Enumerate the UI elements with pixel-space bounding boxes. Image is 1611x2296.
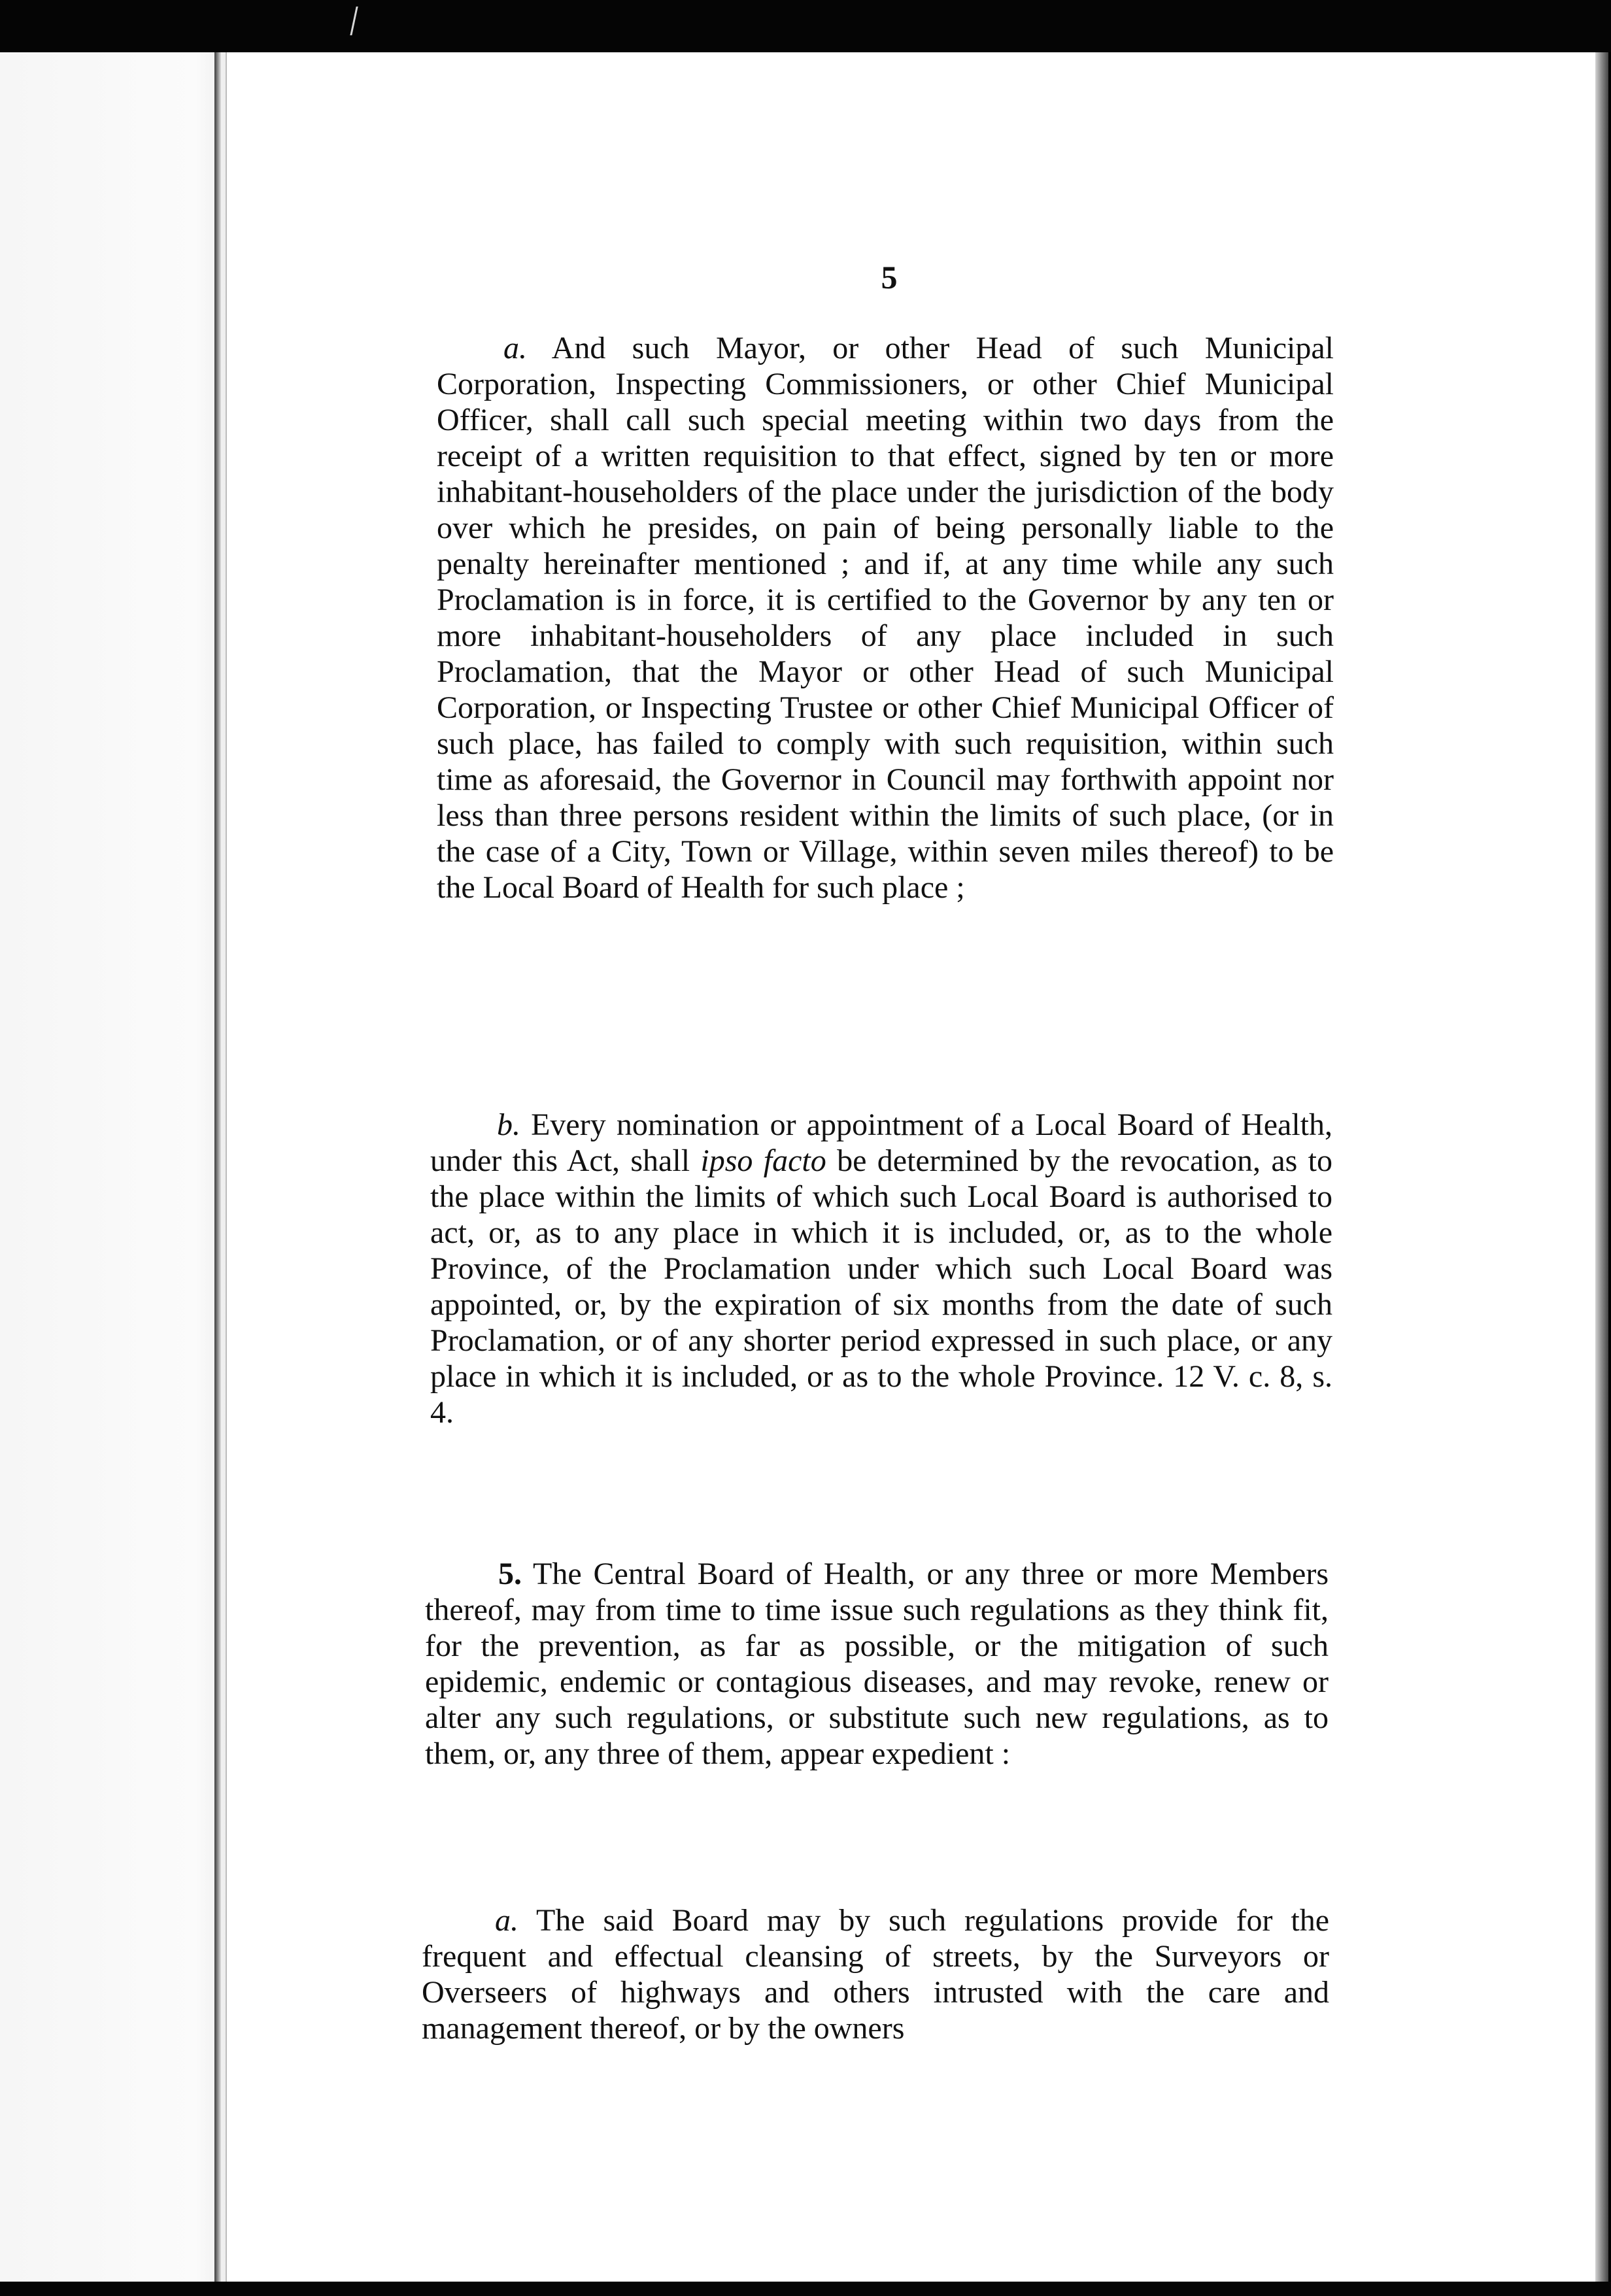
scan-artifact-mark (350, 7, 367, 35)
book-spine-shadow (214, 52, 221, 2282)
paragraph-a-street-cleansing (422, 1902, 1329, 2046)
paragraph-a-mayor-special-meeting (437, 330, 1334, 905)
paragraph-text: And such Mayor, or other Head of such Municipal Corporation, Inspecting Commissioners, or other Chief Municipal Officer, shall call such special meeting within two days from the receipt of a written requisition to that effect, signed by ten or more inhabitant-householders of the place under the jurisdiction of the body over which he presides, on pain of being personally liable to the penalty hereinafter mentioned ; and if, at any time while any such Proclamation is in force, it is certified to the Governor by any ten or more inhabitant-householders of any place included in such Proclamation, that the Mayor or other Head of such Municipal Corporation, or Inspecting Trustee or other Chief Municipal Officer of such place, has failed to comply with such requisition, within such time as aforesaid, the Governor in Council may forthwith appoint nor less than three persons resident within the limits of such place, (or in the case of a City, Town or Village, within seven miles thereof) to be the Local Board of Health for such place ; (437, 331, 1334, 905)
paragraph-text: Every nomination or appointment of a Local Board of Health, under this Act, shall (430, 1107, 1333, 1178)
section-5-central-board-regulations (425, 1556, 1329, 1772)
paragraph-label: a. (495, 1903, 518, 1938)
paragraph-text: The Central Board of Health, or any three or more Members thereof, may from time to time issue such regulations as they think fit, for the prevention, as far as possible, or the mitigation of such epidemic, endemic or contagious diseases, and may revoke, renew or alter any such regulations, or substitute such new regulations, as to them, or, any three of them, appear expedient : (425, 1557, 1329, 1771)
paragraph-label: b. (497, 1107, 520, 1142)
italic-phrase: ipso facto (700, 1143, 826, 1178)
paragraph-label: a. (503, 331, 527, 365)
section-number: 5. (498, 1557, 522, 1591)
paragraph-text-continued: be determined by the revocation, as to the place within the limits of which such Local Board is authorised to act, or, as to any place in which it is included, or, as to the whole Province, of the Proclamation under which such Local Board was appointed, or, by the expiration of six months from the date of such Proclamation, or of any shorter period expressed in such place, or any place in which it is included, or as to the whole Province. 12 V. c. 8, s. 4. (430, 1143, 1333, 1430)
paragraph-b-nomination-determined (430, 1107, 1332, 1430)
scan-top-border (0, 0, 1611, 52)
scan-bottom-border (0, 2282, 1611, 2296)
scan-right-border (1608, 52, 1611, 2282)
page-number: 5 (881, 259, 898, 295)
paragraph-text: The said Board may by such regulations provide for the frequent and effectual cleansing of streets, by the Surveyors or Overseers of highways and others intrusted with the care and management thereof, or by the owners (422, 1903, 1329, 2046)
facing-page-margin (0, 52, 226, 2282)
